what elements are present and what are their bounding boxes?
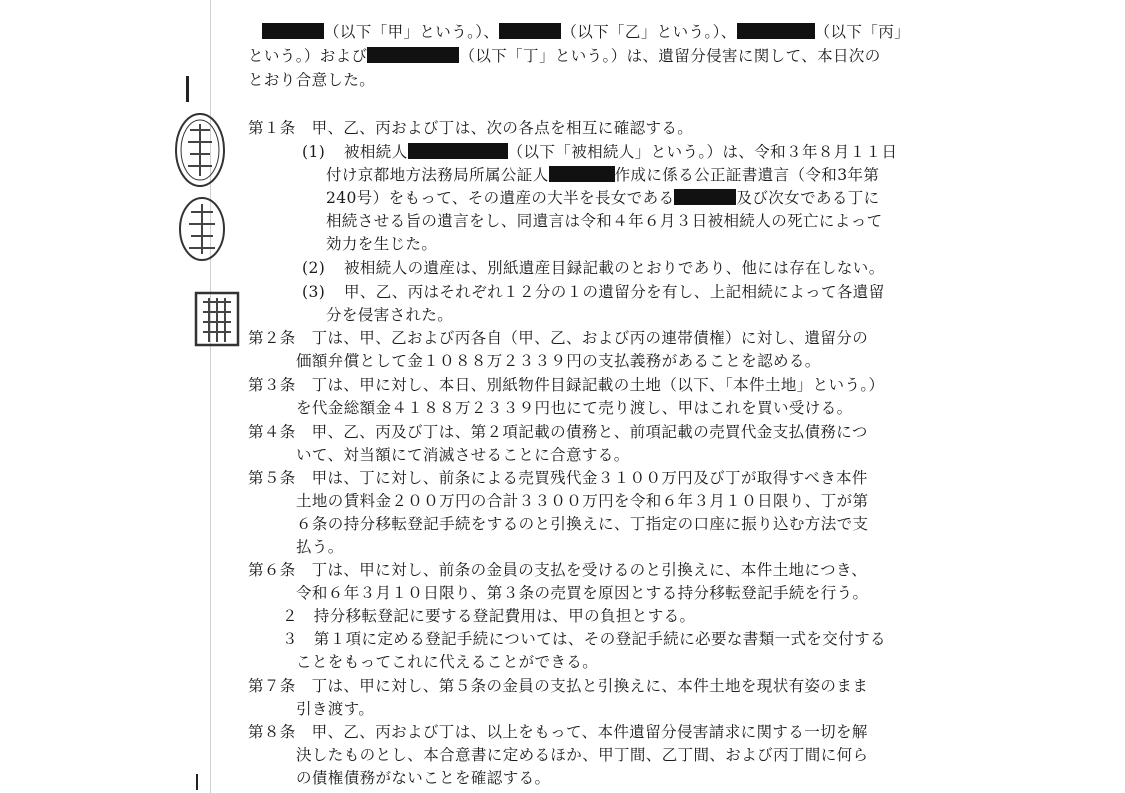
article-7-line-2: 引き渡す。 [296,700,375,718]
article-1-item-1-line-2: 付け京都地方法務局所属公証人 作成に係る公正証書遺言（令和3年第 [326,166,880,184]
margin-tick-mark [186,76,189,102]
article-1-item-1-line-1: 被相続人 （以下「被相続人」という。）は、令和３年８月１１日 [344,143,898,161]
round-seal-stamp [172,110,228,190]
article-6-paragraph-2: ２ 持分移転登記に要する登記費用は、甲の負担とする。 [282,607,696,625]
article-6-line-1: 第６条 丁は、甲に対し、前条の金員の支払を受けるのと引換えに、本件土地につき、 [248,561,868,579]
intro-line-1: （以下「甲」という。）、 （以下「乙」という。）、 （以下「丙」 [262,22,910,42]
article-1-item-1-line-3: 240号）をもって、その遺産の大半を長女である 及び次女である丁に [326,189,880,207]
article-1-item-2: 被相続人の遺産は、別紙遺産目録記載のとおりであり、他には存在しない。 [344,259,885,277]
redaction-bar [674,189,736,205]
redaction-bar [737,23,815,39]
article-6-paragraph-3-line-2: ことをもってこれに代えることができる。 [296,653,599,671]
article-7-line-1: 第７条 丁は、甲に対し、第５条の金員の支払と引換えに、本件土地を現状有姿のまま [248,677,869,695]
article-5-line-3: ６条の持分移転登記手続をするのと引換えに、丁指定の口座に振り込む方法で支 [296,515,869,533]
article-1-item-3-line-2: 分を侵害された。 [326,306,454,324]
article-1-heading: 第１条 甲、乙、丙および丁は、次の各点を相互に確認する。 [248,119,694,137]
item-label: (2) [302,259,326,277]
article-1-item-1-line-5: 効力を生じた。 [326,235,438,253]
article-6-line-2: 令和６年３月１０日限り、第３条の売買を原因とする持分移転登記手続を行う。 [296,584,869,602]
article-5-line-4: 払う。 [296,538,344,556]
intro-line-3: とおり合意した。 [248,71,376,89]
article-3-line-2: を代金総額金４１８８万２３３９円也にて売り渡し、甲はこれを買い受ける。 [296,399,853,417]
article-1-item-1-line-4: 相続させる旨の遺言をし、同遺言は令和４年６月３日被相続人の死亡によって [326,212,883,230]
redaction-bar [549,166,615,182]
article-8-line-2: 決したものとし、本合意書に定めるほか、甲丁間、乙丁間、および丙丁間に何ら [296,746,869,764]
article-1-item-3-line-1: 甲、乙、丙はそれぞれ１２分の１の遺留分を有し、上記相続によって各遺留 [344,283,885,301]
round-seal-stamp [176,194,228,264]
article-5-line-2: 土地の賃料金２００万円の合計３３００万円を令和６年３月１０日限り、丁が第 [296,492,869,510]
intro-line-2: という。）および （以下「丁」という。）は、遺留分侵害に関して、本日次の [248,47,881,65]
article-2-line-1: 第２条 丁は、甲、乙および丙各自（甲、乙、および丙の連帯債権）に対し、遺留分の [248,329,869,347]
article-8-line-3: の債権債務がないことを確認する。 [296,769,551,787]
article-6-paragraph-3-line-1: ３ 第１項に定める登記手続については、その登記手続に必要な書類一式を交付する [282,630,886,648]
article-3-line-1: 第３条 丁は、甲に対し、本日、別紙物件目録記載の土地（以下、「本件土地」という。） [248,376,885,394]
item-label: (1) [302,143,326,161]
redaction-bar [262,23,324,39]
article-8-line-1: 第８条 甲、乙、丙および丁は、以上をもって、本件遺留分侵害請求に関する一切を解 [248,723,868,741]
redaction-bar [367,47,459,63]
article-5-line-1: 第５条 甲は、丁に対し、前条による売買残代金３１００万円及び丁が取得すべき本件 [248,469,868,487]
redaction-bar [408,143,508,159]
article-4-line-2: いて、対当額にて消滅させることに合意する。 [296,446,630,464]
article-4-line-1: 第４条 甲、乙、丙及び丁は、第２項記載の債務と、前項記載の売買代金支払債務につ [248,423,868,441]
item-label: (3) [302,283,326,301]
redaction-bar [499,23,561,39]
article-2-line-2: 価額弁償として金１０８８万２３３９円の支払義務があることを認める。 [296,352,821,370]
square-seal-stamp [193,290,241,348]
margin-tick-mark [196,774,198,790]
